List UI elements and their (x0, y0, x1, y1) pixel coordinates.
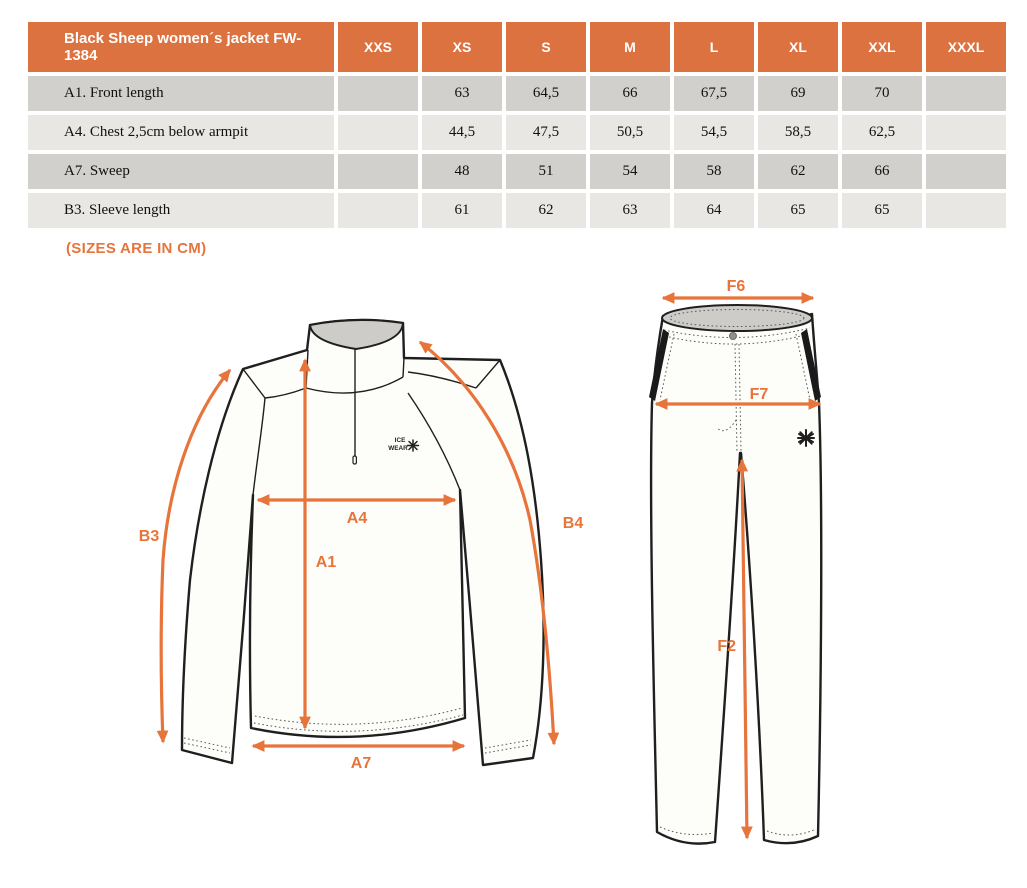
size-value-cell (926, 193, 1006, 228)
jacket-outline (182, 320, 544, 765)
a7-label: A7 (350, 755, 372, 772)
row-label: B3. Sleeve length (28, 193, 334, 228)
size-value-cell: 69 (758, 76, 838, 111)
size-value-cell (926, 76, 1006, 111)
table-header-row (28, 22, 1006, 72)
snowflake-icon (798, 430, 814, 446)
size-value-cell: 66 (590, 76, 670, 111)
size-value-cell: 58 (674, 154, 754, 189)
size-column-header: XS (422, 22, 502, 72)
a4-label: A4 (346, 510, 368, 527)
size-value-cell: 65 (842, 193, 922, 228)
brand-logo-line2: WEAR (388, 445, 408, 452)
size-value-cell: 62 (506, 193, 586, 228)
size-value-cell: 50,5 (590, 115, 670, 150)
size-column-header: XXL (842, 22, 922, 72)
size-value-cell (926, 115, 1006, 150)
size-column-header: S (506, 22, 586, 72)
b4-label: B4 (562, 515, 584, 532)
snowflake-icon (408, 440, 419, 451)
size-value-cell (338, 154, 418, 189)
sizes-unit-note: (SIZES ARE IN CM) (66, 240, 207, 257)
size-value-cell (338, 76, 418, 111)
table-row (28, 115, 1006, 150)
a1-label: A1 (315, 554, 337, 571)
size-value-cell: 61 (422, 193, 502, 228)
size-value-cell: 62,5 (842, 115, 922, 150)
waist-opening (662, 305, 812, 331)
f7-label: F7 (749, 386, 769, 403)
size-column-header: M (590, 22, 670, 72)
size-value-cell: 62 (758, 154, 838, 189)
size-column-header: XXS (338, 22, 418, 72)
size-value-cell: 51 (506, 154, 586, 189)
size-value-cell (338, 193, 418, 228)
zipper-pull (353, 456, 356, 464)
brand-logo-line1: ICE (394, 437, 406, 444)
size-value-cell (926, 154, 1006, 189)
table-row (28, 76, 1006, 111)
size-column-header: XXXL (926, 22, 1006, 72)
table-title: Black Sheep women´s jacket FW-1384 (28, 22, 334, 72)
row-label: A4. Chest 2,5cm below armpit (28, 115, 334, 150)
size-column-header: XL (758, 22, 838, 72)
waist-button (730, 333, 737, 340)
row-label: A7. Sweep (28, 154, 334, 189)
size-value-cell: 47,5 (506, 115, 586, 150)
b3-label: B3 (138, 528, 160, 545)
pants-outline (651, 314, 821, 844)
size-value-cell: 66 (842, 154, 922, 189)
jacket-diagram (140, 280, 620, 810)
size-column-header: L (674, 22, 754, 72)
size-value-cell: 48 (422, 154, 502, 189)
size-value-cell: 54,5 (674, 115, 754, 150)
f2-label: F2 (717, 638, 736, 655)
size-value-cell: 63 (422, 76, 502, 111)
size-value-cell: 65 (758, 193, 838, 228)
table-row (28, 154, 1006, 189)
table-row (28, 193, 1006, 228)
size-value-cell: 70 (842, 76, 922, 111)
size-table (24, 18, 1010, 232)
row-label: A1. Front length (28, 76, 334, 111)
f6-label: F6 (726, 278, 746, 295)
size-value-cell: 64,5 (506, 76, 586, 111)
size-value-cell: 58,5 (758, 115, 838, 150)
pants-diagram (630, 270, 1027, 870)
size-value-cell: 63 (590, 193, 670, 228)
collar-seam (403, 358, 404, 377)
size-value-cell: 64 (674, 193, 754, 228)
size-value-cell: 54 (590, 154, 670, 189)
size-value-cell: 67,5 (674, 76, 754, 111)
size-value-cell: 44,5 (422, 115, 502, 150)
size-value-cell (338, 115, 418, 150)
